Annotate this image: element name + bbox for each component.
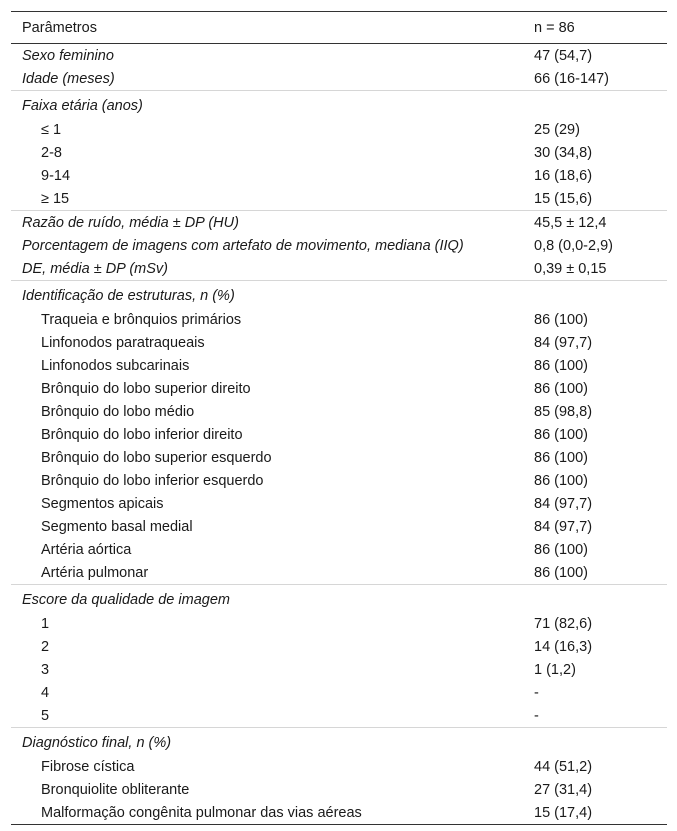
table-row	[11, 658, 667, 681]
row-label: 3	[41, 661, 50, 678]
row-label: Brônquio do lobo inferior direito	[41, 426, 243, 443]
row-label: 5	[41, 707, 50, 724]
table-row	[11, 704, 667, 727]
row-value: 0,39 ± 0,15	[534, 260, 607, 277]
row-label: Artéria pulmonar	[41, 564, 149, 581]
row-value: 86 (100)	[534, 449, 589, 466]
row-value: 44 (51,2)	[534, 758, 593, 775]
row-value: 86 (100)	[534, 472, 589, 489]
table-row	[11, 377, 667, 400]
row-label: ≤ 1	[41, 121, 62, 138]
table-section-row	[11, 90, 667, 118]
table-row	[11, 492, 667, 515]
row-label: Faixa etária (anos)	[22, 97, 143, 114]
row-value: 84 (97,7)	[534, 334, 593, 351]
table-row	[11, 538, 667, 561]
row-value: 66 (16-147)	[534, 70, 609, 87]
row-label: Segmento basal medial	[41, 518, 193, 535]
row-value: 15 (17,4)	[534, 804, 593, 821]
row-label: Traqueia e brônquios primários	[41, 311, 242, 328]
table-row	[11, 210, 667, 234]
table-row	[11, 515, 667, 538]
table-section-row	[11, 727, 667, 755]
row-label: 9-14	[41, 167, 71, 184]
table-row	[11, 778, 667, 801]
row-value: 14 (16,3)	[534, 638, 593, 655]
row-label: 1	[41, 615, 50, 632]
row-label: Linfonodos subcarinais	[41, 357, 190, 374]
table-row	[11, 187, 667, 210]
table-row	[11, 67, 667, 90]
table-row	[11, 331, 667, 354]
row-value: 27 (31,4)	[534, 781, 593, 798]
table-row	[11, 257, 667, 280]
row-value: 84 (97,7)	[534, 495, 593, 512]
table-row	[11, 354, 667, 377]
row-label: Malformação congênita pulmonar das vias aéreas	[41, 804, 362, 821]
row-value: 15 (15,6)	[534, 190, 593, 207]
table-header	[11, 12, 667, 44]
row-value: 86 (100)	[534, 357, 589, 374]
row-value: 85 (98,8)	[534, 403, 593, 420]
row-label: Sexo feminino	[22, 47, 114, 64]
row-label: Artéria aórtica	[41, 541, 132, 558]
row-label: Porcentagem de imagens com artefato de movimento, mediana (IIQ)	[22, 237, 464, 254]
row-value: 86 (100)	[534, 426, 589, 443]
row-label: Escore da qualidade de imagem	[22, 591, 230, 608]
row-value: 25 (29)	[534, 121, 580, 138]
row-label: Brônquio do lobo inferior esquerdo	[41, 472, 264, 489]
row-label: Linfonodos paratraqueais	[41, 334, 205, 351]
row-label: Brônquio do lobo superior esquerdo	[41, 449, 272, 466]
row-value: 84 (97,7)	[534, 518, 593, 535]
row-value: 45,5 ± 12,4	[534, 214, 607, 231]
row-label: Bronquiolite obliterante	[41, 781, 190, 798]
row-label: ≥ 15	[41, 190, 70, 207]
row-label: Fibrose cística	[41, 758, 135, 775]
table-row	[11, 164, 667, 187]
row-label: 2	[41, 638, 50, 655]
row-label: Razão de ruído, média ± DP (HU)	[22, 214, 239, 231]
parameters-table	[11, 11, 667, 825]
row-value: -	[534, 707, 539, 724]
row-value: 86 (100)	[534, 380, 589, 397]
table-row	[11, 118, 667, 141]
table-row	[11, 446, 667, 469]
table-row	[11, 308, 667, 331]
row-value: 47 (54,7)	[534, 47, 593, 64]
table-row	[11, 423, 667, 446]
table-row	[11, 681, 667, 704]
row-value: 86 (100)	[534, 311, 589, 328]
row-value: 30 (34,8)	[534, 144, 593, 161]
row-value: -	[534, 684, 539, 701]
table-section-row	[11, 584, 667, 612]
row-label: Diagnóstico final, n (%)	[22, 734, 172, 751]
header-parametros: Parâmetros	[22, 19, 97, 36]
row-value: 71 (82,6)	[534, 615, 593, 632]
row-label: Idade (meses)	[22, 70, 115, 87]
row-value: 86 (100)	[534, 564, 589, 581]
row-value: 1 (1,2)	[534, 661, 576, 678]
row-label: Brônquio do lobo superior direito	[41, 380, 251, 397]
table-row	[11, 755, 667, 778]
row-value: 0,8 (0,0-2,9)	[534, 237, 613, 254]
table-row	[11, 234, 667, 257]
table-row	[11, 561, 667, 584]
table-section-row	[11, 280, 667, 308]
table-row	[11, 400, 667, 423]
table-row	[11, 141, 667, 164]
table-row	[11, 801, 667, 824]
row-value: 86 (100)	[534, 541, 589, 558]
table-row	[11, 612, 667, 635]
row-label: DE, média ± DP (mSv)	[22, 260, 168, 277]
row-label: Segmentos apicais	[41, 495, 164, 512]
row-label: 2-8	[41, 144, 62, 161]
row-label: Brônquio do lobo médio	[41, 403, 195, 420]
table-body	[11, 44, 667, 824]
table-row	[11, 44, 667, 67]
row-label: Identificação de estruturas, n (%)	[22, 287, 235, 304]
header-n: n = 86	[534, 19, 575, 36]
table-row	[11, 469, 667, 492]
row-value: 16 (18,6)	[534, 167, 593, 184]
table-row	[11, 635, 667, 658]
row-label: 4	[41, 684, 50, 701]
